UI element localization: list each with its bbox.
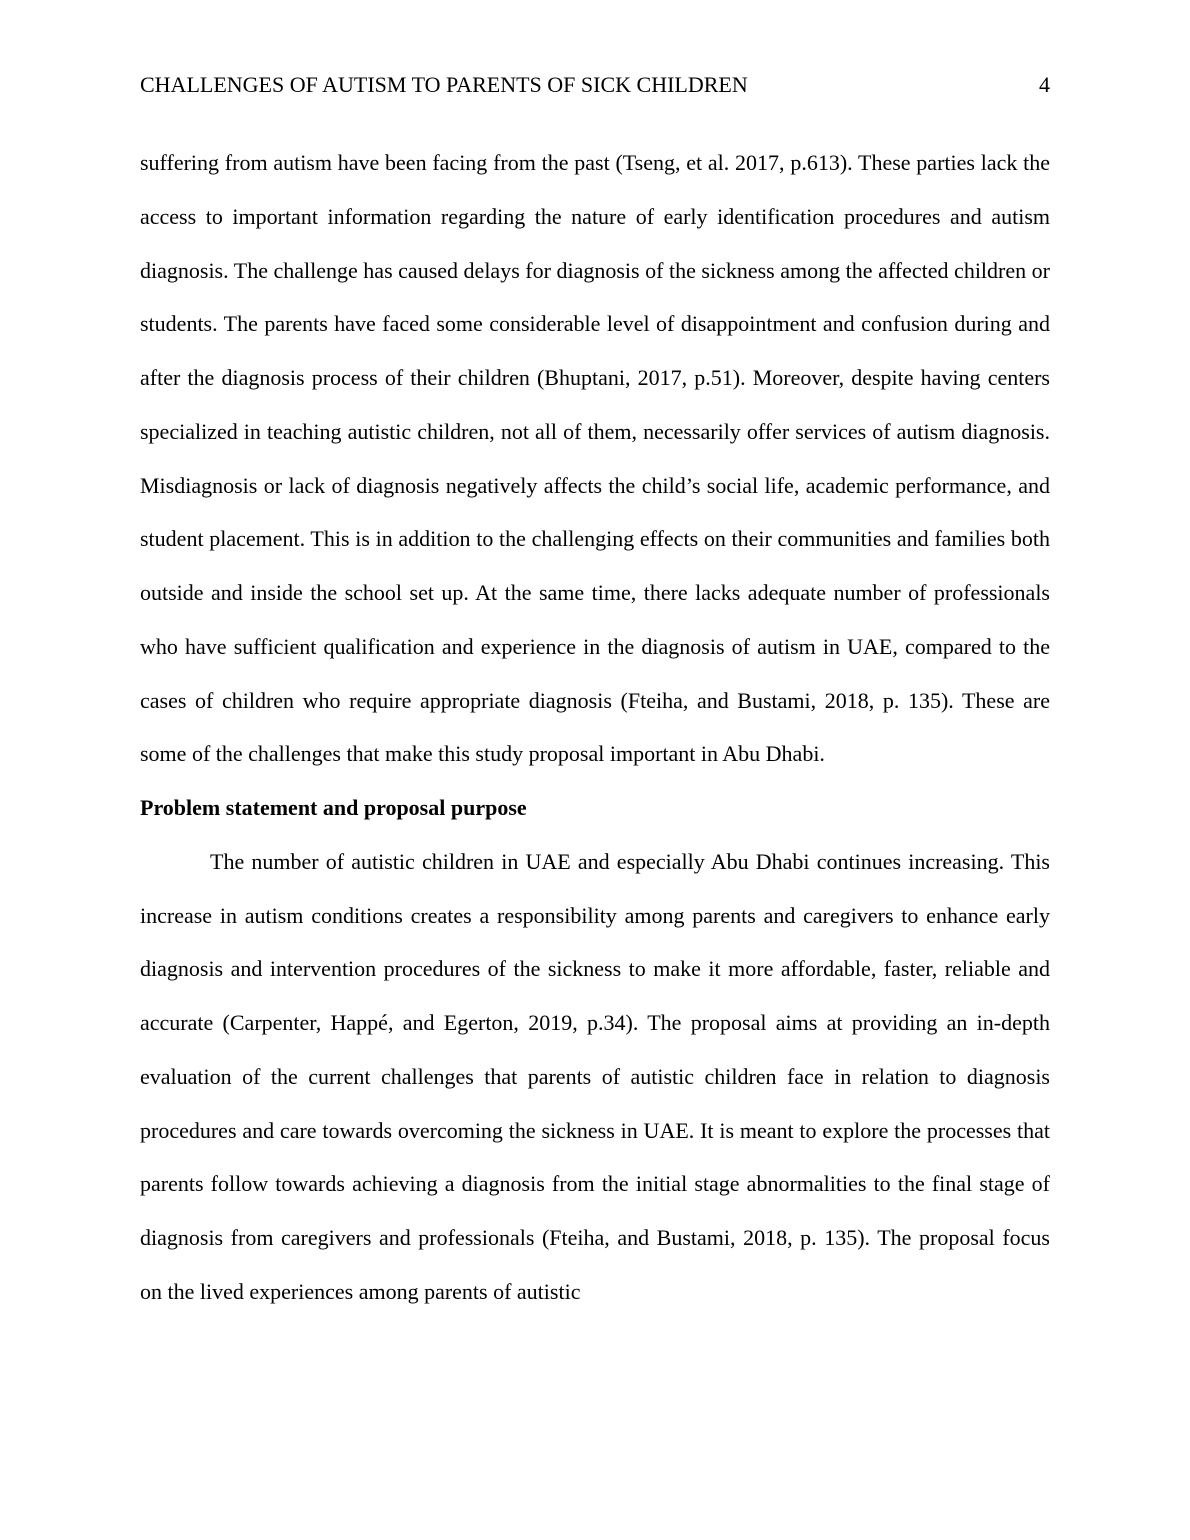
paragraph-continued: suffering from autism have been facing from the past (Tseng, et al. 2017, p.613). These parties lack the access to important information regarding the nature of early identification procedures and autism diagnosis. The challenge has caused delays for diagnosis of the sickness among the affected children or students. The parents have faced some considerable level of disappointment and confusion during and after the diagnosis process of their children (Bhuptani, 2017, p.51). Moreover, despite having centers specialized in teaching autistic children, not all of them, necessarily offer services of autism diagnosis. Misdiagnosis or lack of diagnosis negatively affects the child’s social life, academic performance, and student placement. This is in addition to the challenging effects on their communities and families both outside and inside the school set up. At the same time, there lacks adequate number of professionals who have sufficient qualification and experience in the diagnosis of autism in UAE, compared to the cases of children who require appropriate diagnosis (Fteiha, and Bustami, 2018, p. 135). These are some of the challenges that make this study proposal important in Abu Dhabi. bbox=[140, 150, 1050, 767]
running-head bbox=[140, 70, 1050, 100]
page-number: 4 bbox=[1039, 72, 1050, 97]
paragraph-problem-statement: The number of autistic children in UAE and especially Abu Dhabi continues increasing. This increase in autism conditions creates a responsibility among parents and caregivers to enhance early diagnosis and intervention procedures of the sickness to make it more affordable, faster, reliable and accurate (Carpenter, Happé, and Egerton, 2019, p.34). The proposal aims at providing an in-depth evaluation of the current challenges that parents of autistic children face in relation to diagnosis procedures and care towards overcoming the sickness in UAE. It is meant to explore the processes that parents follow towards achieving a diagnosis from the initial stage abnormalities to the final stage of diagnosis from caregivers and professionals (Fteiha, and Bustami, 2018, p. 135). The proposal focus on the lived experiences among parents of autistic bbox=[140, 848, 1050, 1304]
section-heading: Problem statement and proposal purpose bbox=[140, 795, 527, 820]
body-text bbox=[140, 136, 1050, 1319]
running-title: CHALLENGES OF AUTISM TO PARENTS OF SICK CHILDREN bbox=[140, 72, 748, 97]
